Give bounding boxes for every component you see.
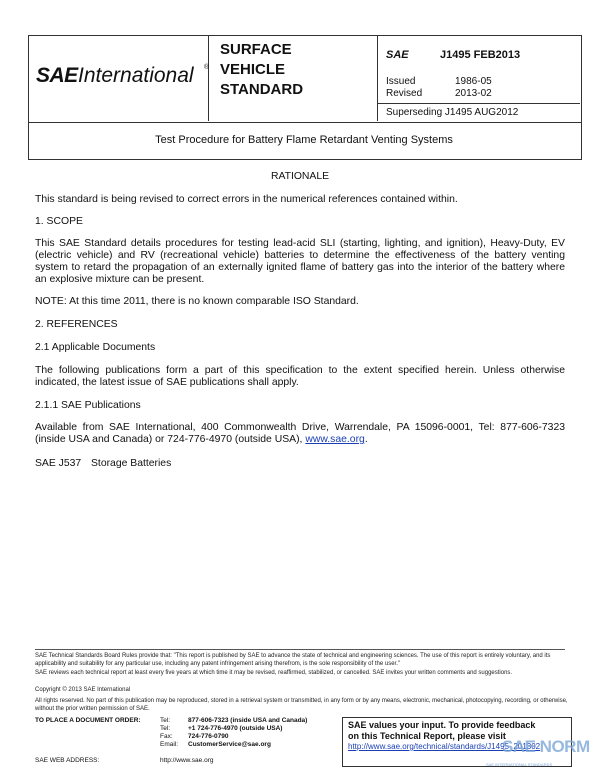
sae-logo: SAE (36, 64, 78, 87)
sae-norm-watermark: SAE NORM (502, 737, 590, 756)
revised-value: 2013-02 (455, 88, 492, 99)
applicable-documents-heading: 2.1 Applicable Documents (35, 342, 156, 353)
sae-website-link[interactable]: www.sae.org (305, 434, 365, 445)
tel-label: Tel: (160, 717, 171, 724)
order-label: TO PLACE A DOCUMENT ORDER: (35, 717, 141, 724)
tel2-label: Tel: (160, 725, 171, 732)
rationale-text: This standard is being revised to correct errors in the numerical references contained within. (35, 194, 458, 205)
rationale-heading: RATIONALE (270, 171, 330, 182)
reference-code: SAE J537 (35, 458, 82, 469)
note-text: NOTE: At this time 2011, there is no known comparable ISO Standard. (35, 296, 359, 307)
issued-label: Issued (386, 76, 416, 87)
footer-review-policy: SAE reviews each technical report at least every five years at which time it may be revised, reaffirmed, stabilized, or cancelled. SAE invites your written comments and suggestions. (35, 670, 513, 676)
scope-text: This SAE Standard details procedures for testing lead-acid SLI (starting, lighting, and ignition), Heavy-Duty, EV (electric vehicle) and RV (recreational vehicle) batteries to determine the effectiveness of the battery venting system to retard the propagation of an externally ignited flame of battery gas into the interior of the battery where an explosive mixture can be present. (35, 238, 565, 285)
registered-mark: ® (204, 64, 210, 71)
web-address-label: SAE WEB ADDRESS: (35, 757, 100, 764)
feedback-link[interactable]: http://www.sae.org/technical/standards/J1495_201302 (348, 742, 541, 751)
standard-type-line: SURFACE (220, 41, 292, 58)
standard-type (220, 40, 303, 100)
revised-label: Revised (386, 88, 423, 99)
web-address-value[interactable]: http://www.sae.org (160, 757, 214, 764)
feedback-line: on this Technical Report, please visit (348, 731, 506, 741)
sae-publications-body: Available from SAE International, 400 Commonwealth Drive, Warrendale, PA 15096-0001, Tel: 877-606-7323 (inside USA and Canada) or 724-776-4970 (outside USA), (35, 422, 565, 445)
fax-label: Fax: (160, 733, 173, 740)
email-label: Email: (160, 741, 179, 748)
sae-publications-heading: 2.1.1 SAE Publications (35, 400, 141, 411)
footer-rule (35, 649, 565, 650)
reference-entry (35, 458, 565, 470)
standard-type-line: STANDARD (220, 81, 304, 98)
standard-type-line: VEHICLE (220, 61, 286, 78)
footer-copyright: Copyright © 2013 SAE International (35, 687, 131, 693)
tel2-value: +1 724-776-4970 (outside USA) (188, 725, 283, 732)
issued-value: 1986-05 (455, 76, 492, 87)
footer-board-rules: SAE Technical Standards Board Rules provide that: "This report is published by SAE to advance the state of technical and engineering sciences. The use of this report is entirely voluntary, and its applicability and suitability for any particular use, including any patent infringement arising therefrom, is the sole responsibility of the user." (35, 653, 551, 667)
superseding-text: Superseding J1495 AUG2012 (386, 107, 519, 118)
references-heading: 2. REFERENCES (35, 319, 118, 330)
header-divider (208, 35, 209, 121)
document-number: J1495 FEB2013 (440, 49, 521, 61)
email-value[interactable]: CustomerService@sae.org (188, 741, 271, 748)
applicable-documents-text: The following publications form a part of this specification to the extent specified herein. Unless otherwise indicated, the latest issue of SAE publications shall apply. (35, 365, 565, 388)
footer-rights: All rights reserved. No part of this publication may be reproduced, stored in a retrieval system or transmitted, in any form or by any means, electronic, mechanical, photocopying, recording, or otherwise, without the prior written permission of SAE. (35, 698, 568, 712)
reference-title: Storage Batteries (91, 458, 172, 469)
scope-heading: 1. SCOPE (35, 216, 83, 227)
document-title: Test Procedure for Battery Flame Retardant Venting Systems (155, 134, 453, 146)
sae-mini-logo: SAE (386, 49, 409, 61)
sae-publications-text: Available from SAE International, 400 Commonwealth Drive, Warrendale, PA 15096-0001, Tel: 877-606-7323 (inside USA and Canada) or 724-776-4970 (outside USA), www.sae.org. (35, 422, 565, 445)
tel-value: 877-606-7323 (inside USA and Canada) (188, 717, 308, 724)
feedback-line: SAE values your input. To provide feedback (348, 720, 536, 730)
superseding-rule (378, 103, 580, 104)
sae-logo-international: International (78, 64, 194, 87)
watermark-subtitle: SAE INTERNATIONAL STANDARDS (486, 762, 553, 767)
header-divider (377, 35, 378, 121)
fax-value: 724-776-0790 (188, 733, 229, 740)
